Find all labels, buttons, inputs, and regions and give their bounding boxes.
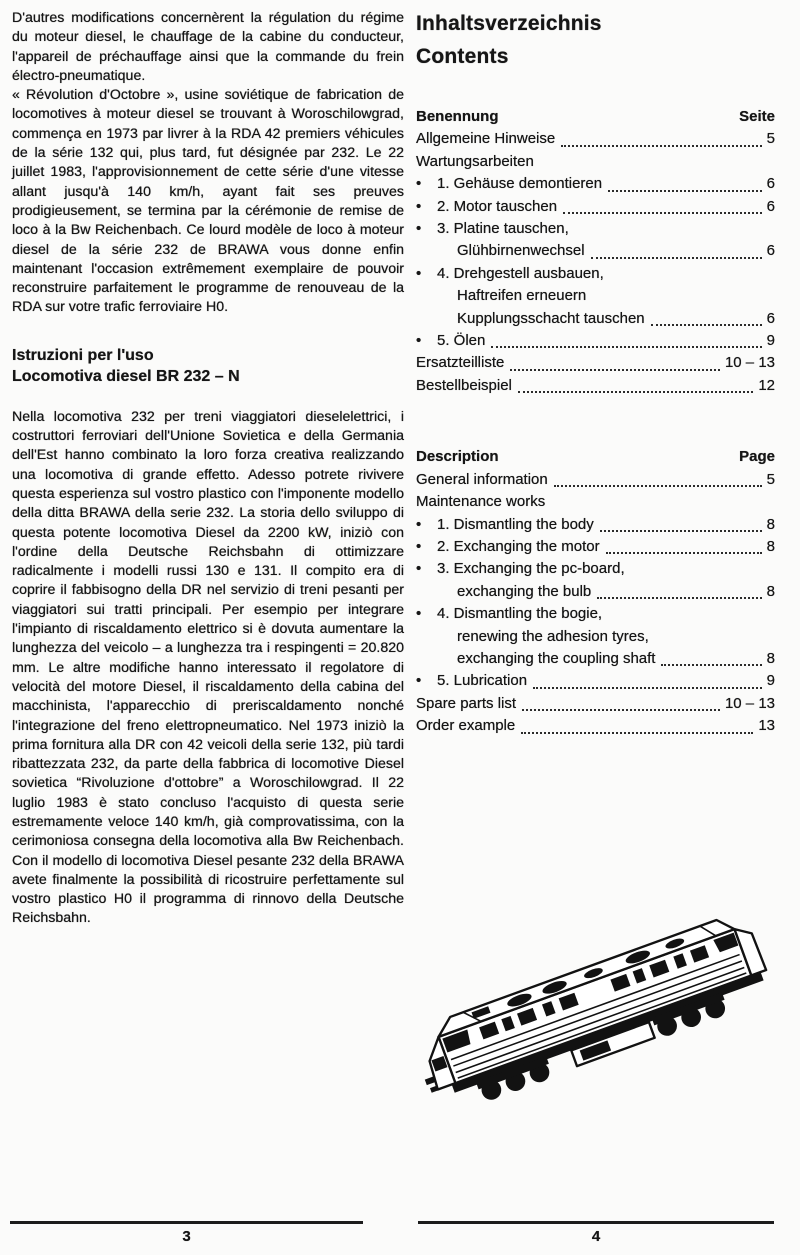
toc-item-page: 12: [758, 376, 775, 394]
left-page-column: [12, 9, 404, 929]
toc-title-german: Inhaltsverzeichnis: [416, 12, 602, 35]
toc-item-page: 8: [766, 582, 775, 600]
dot-leader: [522, 708, 720, 711]
toc-item-label: Spare parts list: [416, 694, 517, 712]
toc-english-header: [416, 446, 775, 468]
toc-row: [416, 626, 775, 648]
bullet-icon: •: [416, 332, 422, 350]
dot-leader: [591, 256, 762, 259]
bullet-icon: •: [416, 537, 422, 555]
toc-item-label: 2. Motor tauschen: [437, 197, 558, 215]
toc-item-label: Ersatzteilliste: [416, 354, 505, 372]
toc-row: [416, 558, 775, 580]
toc-item-label: 1. Gehäuse demontieren: [437, 175, 603, 193]
toc-item-label: 3. Platine tauschen,: [437, 220, 569, 238]
toc-row: [416, 196, 775, 218]
toc-row: [416, 308, 775, 330]
bullet-icon: •: [416, 175, 422, 193]
dot-leader: [518, 390, 753, 393]
page-number-right: 4: [591, 1228, 601, 1245]
toc-item-page: 6: [766, 242, 775, 260]
footer-rule-right-page: [418, 1221, 774, 1224]
toc-header-page-label: Seite: [739, 108, 775, 125]
dot-leader: [608, 189, 762, 192]
dot-leader: [661, 663, 761, 666]
toc-item-page: 10 – 13: [724, 694, 775, 712]
bullet-icon: •: [416, 220, 422, 238]
toc-row: [416, 715, 775, 737]
toc-item-label: renewing the adhesion tyres,: [457, 627, 649, 645]
bullet-icon: •: [416, 605, 422, 623]
page-number-left: 3: [182, 1228, 191, 1245]
toc-item-label: General information: [416, 470, 548, 488]
toc-item-label: Order example: [416, 717, 516, 735]
toc-row: [416, 330, 775, 352]
toc-item-label: 5. Lubrication: [437, 672, 528, 690]
dot-leader: [491, 345, 761, 348]
toc-item-label: 1. Dismantling the body: [437, 515, 594, 533]
toc-item-label: Haftreifen erneuern: [457, 287, 587, 305]
toc-item-page: 8: [766, 515, 775, 533]
toc-item-page: 6: [766, 197, 775, 215]
toc-header-label: Description: [416, 448, 499, 466]
toc-row: [416, 375, 775, 397]
dot-leader: [597, 596, 761, 599]
toc-item-label: 4. Dismantling the bogie,: [437, 605, 603, 623]
toc-header-spacer: [505, 123, 735, 124]
toc-row: [416, 218, 775, 240]
toc-row: [416, 514, 775, 536]
toc-row: [416, 670, 775, 692]
toc-row: [416, 263, 775, 285]
toc-item-label: Allgemeine Hinweise: [416, 130, 556, 148]
toc-item-page: 8: [766, 649, 775, 667]
dot-leader: [600, 529, 762, 532]
toc-item-page: 9: [766, 672, 775, 690]
toc-item-label: 4. Drehgestell ausbauen,: [437, 264, 604, 282]
toc-item-label: Wartungsarbeiten: [416, 152, 534, 170]
toc-item-label: Glühbirnenwechsel: [457, 242, 585, 260]
italian-section-heading: [12, 345, 404, 388]
bullet-icon: •: [416, 264, 422, 282]
right-page-column: [416, 7, 775, 738]
french-paragraph-1: D'autres modifications concernèrent la régulation du régime du moteur diesel, le chauffage de la cabine du conducteur, l'appareil de préchauffage ainsi que la commande du frein électro-pneumatique.: [12, 10, 404, 84]
toc-row: [416, 491, 775, 513]
toc-row: [416, 352, 775, 374]
bullet-icon: •: [416, 197, 422, 215]
toc-header-page-label: Page: [739, 448, 775, 466]
italian-heading-line-2: Locomotiva diesel BR 232 – N: [12, 368, 240, 386]
locomotive-drawing-svg: [413, 868, 787, 1174]
toc-item-label: 2. Exchanging the motor: [437, 537, 600, 555]
bullet-icon: •: [416, 515, 422, 533]
toc-row: [416, 536, 775, 558]
toc-header-spacer: [505, 464, 735, 465]
dot-leader: [651, 323, 762, 326]
italian-heading-line-1: Istruzioni per l'uso: [12, 346, 154, 364]
toc-row: [416, 173, 775, 195]
toc-german: [416, 106, 775, 397]
dot-leader: [521, 731, 753, 734]
toc-row: [416, 240, 775, 262]
french-paragraph-2: « Révolution d'Octobre », usine soviétique de fabrication de locomotives à moteur diesel se trouvant à Woroschilowgrad, commença en 1973 par livrer à la RDA 42 premiers véhicules de la série 132 qui, plus tard, fut désignée par 232. Le 22 juillet 1983, l'approvisionnement de cette série d'une vitesse allant jusqu'à 140 km/h, ayant fait ses preuves prodigieusement, se termina par la cérémonie de remise de loco à la Bw Reichenbach. Ce lourd modèle de loco à moteur diesel de la série 232 de BRAWA vous donne enfin maintenant l'occasion extrêmement exemplaire de pouvoir reconstruire parfaitement le programme de renouveau de la RDA sur votre trafic ferroviaire H0.: [12, 87, 404, 316]
toc-item-label: Bestellbeispiel: [416, 376, 512, 394]
dot-leader: [561, 144, 761, 147]
dot-leader: [606, 551, 762, 554]
toc-item-label: exchanging the bulb: [457, 582, 592, 600]
footer-rule-left-page: [10, 1221, 363, 1224]
dot-leader: [554, 484, 762, 487]
toc-row: [416, 128, 775, 150]
toc-item-page: 5: [766, 130, 775, 148]
toc-row: [416, 603, 775, 625]
toc-item-label: exchanging the coupling shaft: [457, 649, 656, 667]
toc-row: [416, 469, 775, 491]
toc-item-label: 5. Ölen: [437, 332, 486, 350]
toc-title-english: Contents: [416, 45, 509, 68]
toc-item-page: 9: [766, 332, 775, 350]
toc-item-page: 6: [766, 309, 775, 327]
toc-row: [416, 693, 775, 715]
toc-row: [416, 285, 775, 307]
dot-leader: [563, 211, 762, 214]
dot-leader: [533, 686, 762, 689]
toc-item-page: 8: [766, 537, 775, 555]
toc-item-label: 3. Exchanging the pc-board,: [437, 560, 625, 578]
toc-item-label: Maintenance works: [416, 493, 546, 511]
toc-item-label: Kupplungsschacht tauschen: [457, 309, 645, 327]
toc-german-header: [416, 106, 775, 128]
toc-item-page: 13: [758, 717, 775, 735]
locomotive-illustration: [413, 868, 787, 1174]
bullet-icon: •: [416, 672, 422, 690]
italian-paragraph: Nella locomotiva 232 per treni viaggiatori dieselelettrici, i costruttori ferroviari dell'Unione Sovietica e della Germania dell'Est hanno combinato la loro forza creativa realizzando una locomotiva di grande effetto. Adesso potrete rivivere questa esperienza sul vostro plastico con l'imponente modello della ditta BRAWA della serie 232. La storia dello sviluppo di questa potente locomotiva Diesel da 2200 kW, iniziò con l'ordine della Deutsche Reichsbahn di ottimizzare radicalmente i modelli russi 130 e 131. Il compito era di coprire il fabbisogno della DR nel servizio di treni pesanti per viaggiatori sui tratti principali. Per esempio per integrare l'impianto di riscaldamento elettrico si è dovuta aumentare la lunghezza del veicolo – a lunghezza tra i respingenti = 20.820 mm. Le altre modifiche hanno interessato il regolatore di velocità del motore Diesel, il riscaldamento della cabina del macchinista, l'apparecchio di preriscaldamento nonché l'integrazione del freno elettropneumatico. Nel 1973 iniziò la prima fornitura alla DR con 42 veicoli della serie 132, più tardi ribattezzata 232, da parte della fabbrica di locomotive Diesel sovietica “Rivoluzione d'ottobre” a Woroschilowgrad. Il 22 luglio 1983 è stato concluso l'acquisto di questa serie estremamente veloce 140 km/h, già comprovatissima, con la cerimoniosa consegna della locomotiva alla Bw Reichenbach. Con il modello di locomotiva Diesel pesante 232 della BRAWA avete finalmente la possibilità di ricostruire perfettamente sul vostro plastico H0 il programma di rinnovo della Deutsche Reichsbahn.: [12, 408, 404, 927]
toc-header-label: Benennung: [416, 108, 499, 125]
bullet-icon: •: [416, 560, 422, 578]
toc-item-page: 10 – 13: [724, 354, 775, 372]
dot-leader: [510, 368, 720, 371]
toc-item-page: 6: [766, 175, 775, 193]
toc-item-page: 5: [766, 470, 775, 488]
toc-english: [416, 446, 775, 737]
toc-row: [416, 151, 775, 173]
toc-row: [416, 648, 775, 670]
toc-row: [416, 581, 775, 603]
